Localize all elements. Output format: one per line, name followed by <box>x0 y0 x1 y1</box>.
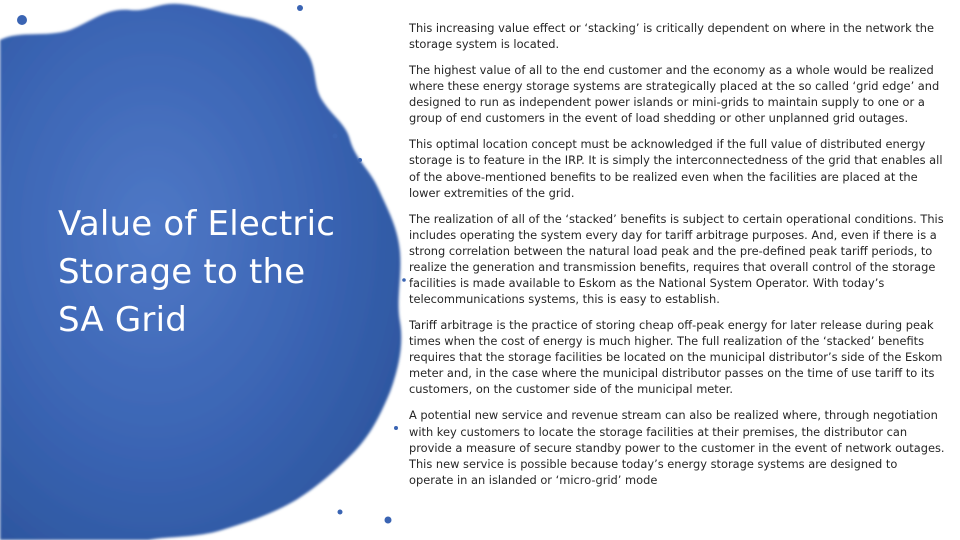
blob-dot <box>402 278 406 282</box>
blob-dot <box>338 510 343 515</box>
blob-dot <box>394 426 398 430</box>
paragraph-2: The highest value of all to the end customer and the economy as a whole would be realized where these energy storage systems are strategically placed at the so called ‘grid edge’ and designed to run as independent power islands or mini-grids to maintain supply to one or a group of end customers in the event of load shedding or other unplanned grid outages. <box>409 63 940 126</box>
blob-dot <box>358 158 362 162</box>
paragraph-4: The realization of all of the ‘stacked’ benefits is subject to certain operational conditions. This includes operating the system every day for tariff arbitrage purposes. And, even if there is a strong correlation between the natural load peak and the pre-defined peak tariff periods, to realize the generation and transmission benefits, requires that overall control of the storage facilities is made available to Eskom as the National System Operator. With today’s telecommunications systems, this is easy to establish. <box>409 211 944 307</box>
slide-title: Value of Electric Storage to the SA Grid <box>58 204 336 340</box>
body-text <box>409 20 945 498</box>
blob-dot <box>333 134 338 139</box>
blob-dot <box>17 15 27 25</box>
blob-dot <box>297 5 303 11</box>
paragraph-1: This increasing value effect or ‘stacking’ is critically dependent on where in the network the storage system is located. <box>409 21 935 52</box>
blob-dot <box>385 517 392 524</box>
paragraph-5: Tariff arbitrage is the practice of storing cheap off-peak energy for later release during peak times when the cost of energy is much higher. The full realization of the ‘stacked’ benefits requires that the storage facilities be located on the municipal distributor’s side of the Eskom meter and, in the case where the municipal distributor passes on the time of use tariff to its customers, on the customer side of the municipal meter. <box>409 318 943 397</box>
paragraph-6: A potential new service and revenue stream can also be realized where, through negotiation with key customers to locate the storage facilities at their premises, the distributor can provide a measure of secure standby power to the customer in the event of network outages. This new service is possible because today’s energy storage systems are designed to operate in an islanded or ‘micro-grid’ mode <box>409 408 945 487</box>
paragraph-3: This optimal location concept must be acknowledged if the full value of distributed energy storage is to feature in the IRP. It is simply the interconnectedness of the grid that enables all of the above-mentioned benefits to be realized even when the facilities are placed at the lower extremities of the grid. <box>409 137 943 200</box>
